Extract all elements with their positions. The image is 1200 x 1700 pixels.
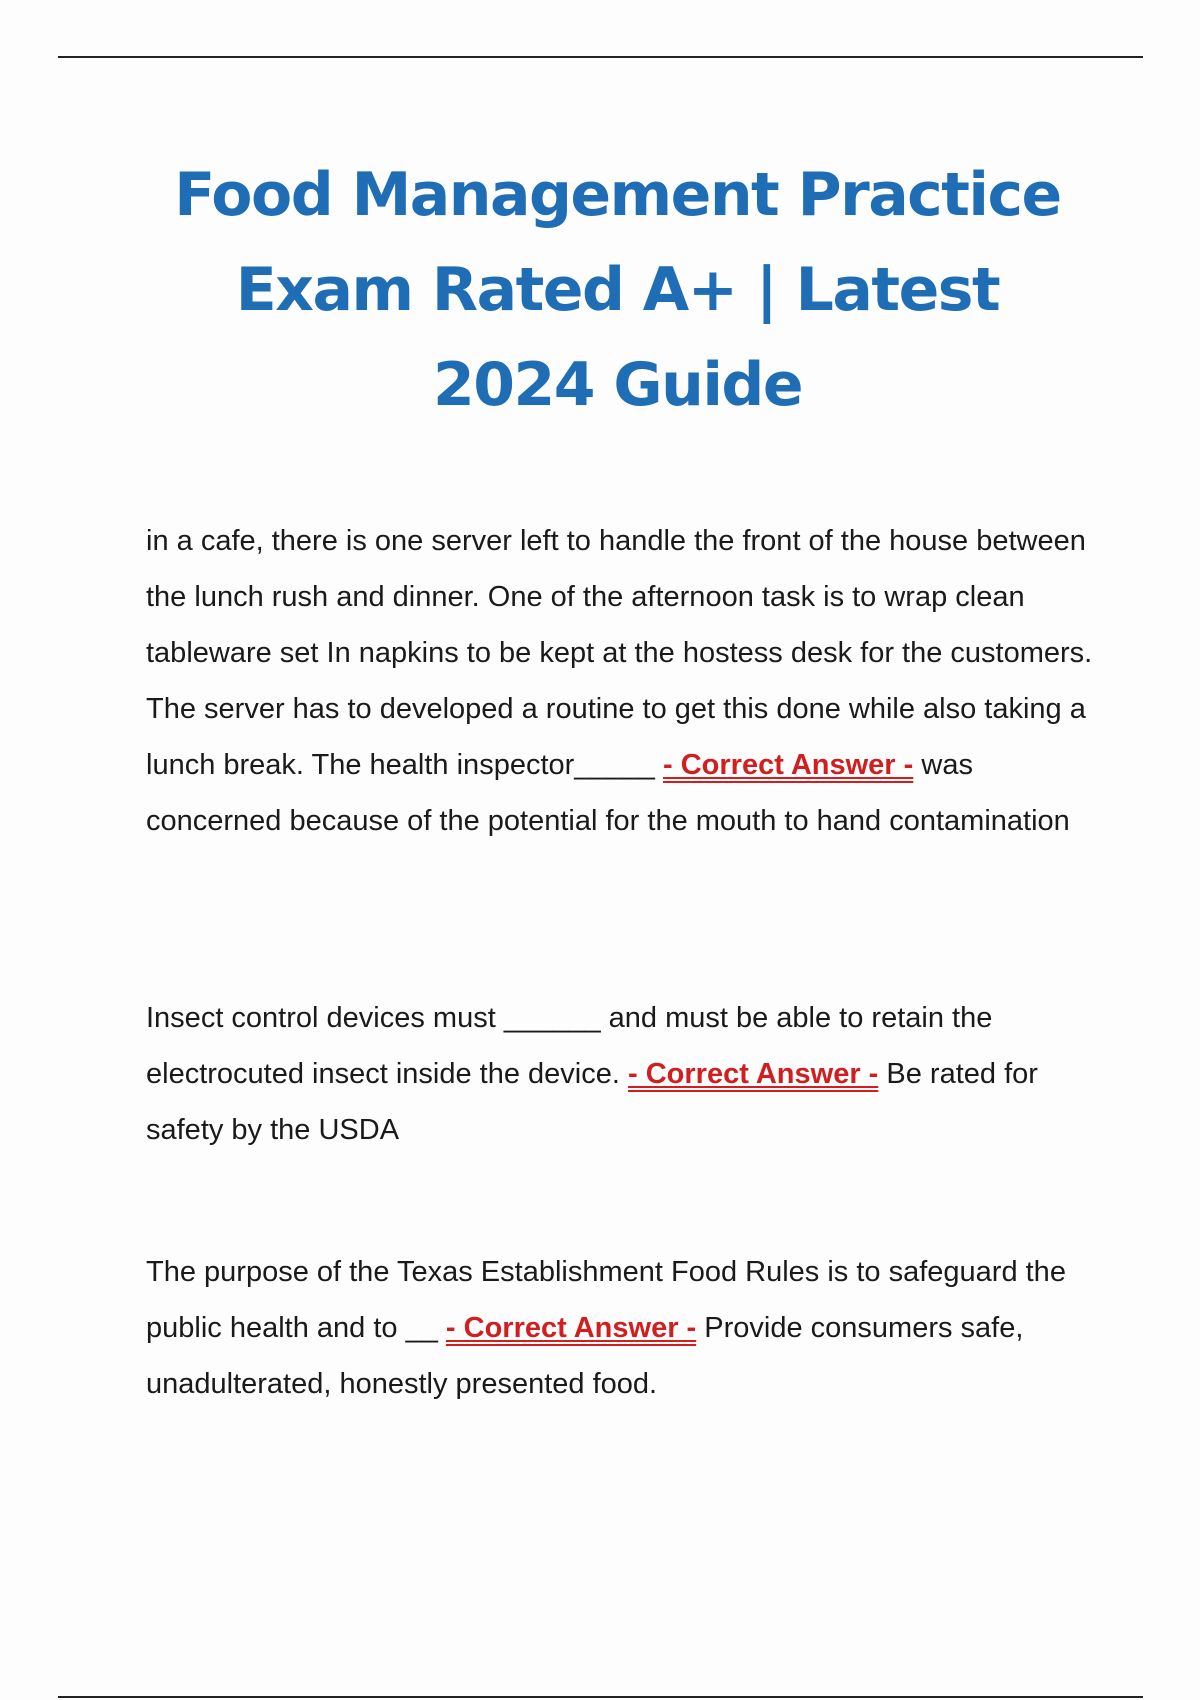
question-text: Insect control devices must ______ and must be able to retain the electrocuted insect inside the device. — [146, 1002, 993, 1090]
document-title: Food Management Practice Exam Rated A+ | Latest 2024 Guide — [174, 160, 1061, 420]
answer-text: Be rated for safety by the USDA — [146, 1058, 1038, 1146]
qa-item-3 — [146, 1244, 1096, 1412]
qa-item-2 — [146, 990, 1096, 1158]
question-text: in a cafe, there is one server left to handle the front of the house between the lunch rush and dinner. One of the afternoon task is to wrap clean tableware set In napkins to be kept at the hostess desk for the customers. The server has to developed a routine to get this done while also taking a lunch break. The health inspector_____ — [146, 525, 1093, 781]
qa-item-1 — [146, 513, 1096, 849]
header-rule — [58, 56, 1143, 58]
footer-rule — [58, 1696, 1143, 1698]
correct-answer-marker: - Correct Answer - — [663, 749, 914, 781]
correct-answer-marker: - Correct Answer - — [445, 1312, 697, 1344]
question-text: The purpose of the Texas Establishment Food Rules is to safeguard the public health and to __ — [146, 1256, 1066, 1344]
answer-text: Provide consumers safe, unadulterated, honestly presented food. — [146, 1312, 1024, 1400]
correct-answer-marker: - Correct Answer - — [628, 1058, 879, 1090]
answer-text: was concerned because of the potential for the mouth to hand contamination — [146, 749, 1070, 837]
